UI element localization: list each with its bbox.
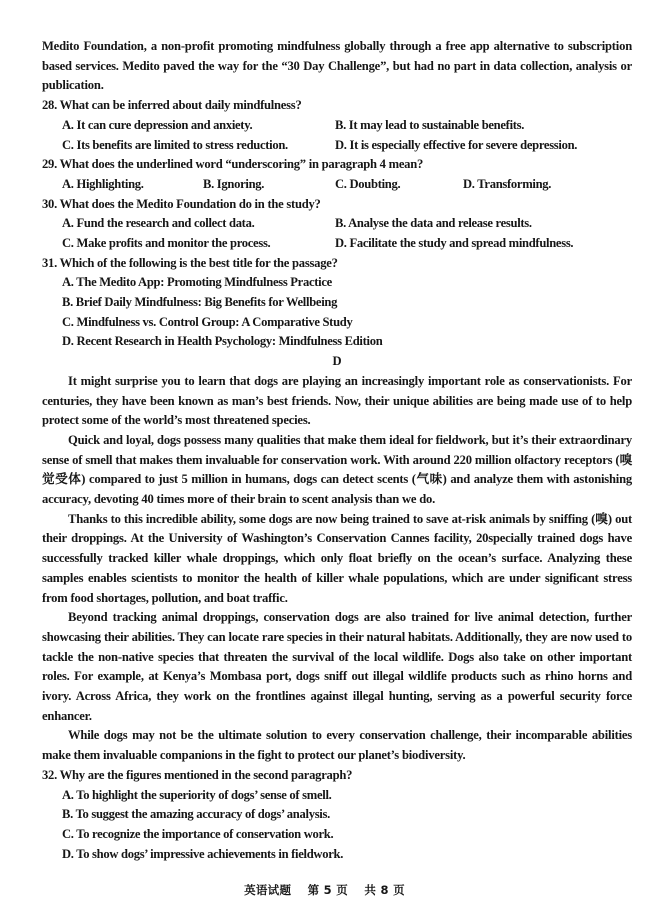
footer-page-number: 第 5 页	[307, 883, 349, 897]
question-30	[42, 195, 632, 215]
options-row	[42, 175, 632, 195]
question-number: 30.	[42, 196, 57, 211]
option-b[interactable]: B. Analyse the data and release results.	[335, 216, 532, 231]
option-b[interactable]: B. To suggest the amazing accuracy of dogs’ analysis.	[62, 807, 330, 822]
option-a[interactable]: A. Highlighting.	[62, 176, 144, 191]
option-a[interactable]: A. Fund the research and collect data.	[62, 216, 255, 231]
passage-paragraph-1: It might surprise you to learn that dogs are playing an increasingly important role as conservationists. For centuries, they have been known as man’s best friends. Now, their unique abilities are being made use of to help protect some of the world’s most threatened species.	[42, 373, 632, 428]
option-d[interactable]: D. Facilitate the study and spread mindfulness.	[335, 235, 574, 250]
passage-paragraph-5: While dogs may not be the ultimate solution to every conservation challenge, their incomparable abilities make them invaluable companions in the fight to protect our planet’s biodiversity.	[42, 728, 632, 763]
question-31	[42, 254, 632, 274]
option-a[interactable]: A. It can cure depression and anxiety.	[62, 117, 253, 132]
question-stem: What does the underlined word “underscoring” in paragraph 4 mean?	[59, 157, 424, 172]
options-row	[42, 214, 632, 234]
passage-paragraph-2: Quick and loyal, dogs possess many qualities that make them ideal for fieldwork, but it’s their extraordinary sense of smell that makes them invaluable for conservation work. With around 220 million olfactory receptors (嗅觉受体) compared to just 5 million in humans, dogs can detect scents (气味) and analyze them with astonishing accuracy, devoting 40 times more of their brain to scent analysis than we do.	[42, 432, 632, 507]
question-stem: What can be inferred about daily mindfulness?	[59, 98, 302, 113]
options-row	[42, 116, 632, 136]
question-stem: What does the Medito Foundation do in the study?	[59, 196, 321, 211]
option-d[interactable]: D. Transforming.	[463, 176, 552, 191]
question-number: 31.	[42, 255, 57, 270]
option-d[interactable]: D. Recent Research in Health Psychology: Mindfulness Edition	[62, 334, 383, 349]
footer-subject: 英语试题	[244, 883, 292, 897]
question-32	[42, 766, 632, 786]
option-d[interactable]: D. It is especially effective for severe depression.	[335, 137, 578, 152]
exam-page	[42, 37, 632, 864]
question-number: 29.	[42, 157, 57, 172]
option-a[interactable]: A. To highlight the superiority of dogs’ sense of smell.	[62, 787, 332, 802]
option-c[interactable]: C. Its benefits are limited to stress reduction.	[62, 137, 288, 152]
option-c[interactable]: C. Mindfulness vs. Control Group: A Comparative Study	[62, 314, 353, 329]
footer-total-pages: 共 8 页	[364, 883, 405, 897]
options-row	[42, 234, 632, 254]
intro-paragraph: Medito Foundation, a non-profit promoting mindfulness globally through a free app alternative to subscription based services. Medito paved the way for the “30 Day Challenge”, but had no part in data collection, analysis or publication.	[42, 39, 632, 93]
question-28	[42, 96, 632, 116]
option-c[interactable]: C. Doubting.	[335, 176, 401, 191]
question-number: 28.	[42, 98, 57, 113]
option-b[interactable]: B. It may lead to sustainable benefits.	[335, 117, 525, 132]
question-29	[42, 155, 632, 175]
option-b[interactable]: B. Ignoring.	[203, 176, 265, 191]
question-number: 32.	[42, 767, 57, 782]
passage-paragraph-4: Beyond tracking animal droppings, conservation dogs are also trained for live animal detection, further showcasing their abilities. They can locate rare species in their natural habitats. Additionally, they are now used to tackle the non-native species that threaten the survival of the local wildlife. Dogs also take on other important roles. For example, at Kenya’s Mombasa port, dogs sniff out illegal wildlife products such as rhino horns and ivory. Across Africa, they work on the frontlines against illegal hunting, serving as a powerful security force enhancer.	[42, 610, 632, 723]
page-footer	[0, 882, 649, 898]
question-stem: Why are the figures mentioned in the second paragraph?	[59, 767, 353, 782]
section-heading: D	[332, 354, 342, 369]
option-c[interactable]: C. Make profits and monitor the process.	[62, 235, 271, 250]
option-b[interactable]: B. Brief Daily Mindfulness: Big Benefits for Wellbeing	[62, 295, 338, 310]
passage-paragraph-3: Thanks to this incredible ability, some dogs are now being trained to save at-risk animals by sniffing (嗅) out their droppings. At the University of Washington’s Conservation Cannes facility, 20specially trained dogs have successfully tracked killer whale droppings, which only float briefly on the ocean’s surface. Analyzing these samples enables scientists to monitor the health of killer whale populations, which are under significant stress from food shortages, pollution, and boat traffic.	[42, 511, 632, 605]
option-c[interactable]: C. To recognize the importance of conservation work.	[62, 826, 334, 841]
option-a[interactable]: A. The Medito App: Promoting Mindfulness Practice	[62, 275, 332, 290]
question-stem: Which of the following is the best title for the passage?	[59, 255, 338, 270]
options-row	[42, 136, 632, 156]
option-d[interactable]: D. To show dogs’ impressive achievements in fieldwork.	[62, 846, 344, 861]
